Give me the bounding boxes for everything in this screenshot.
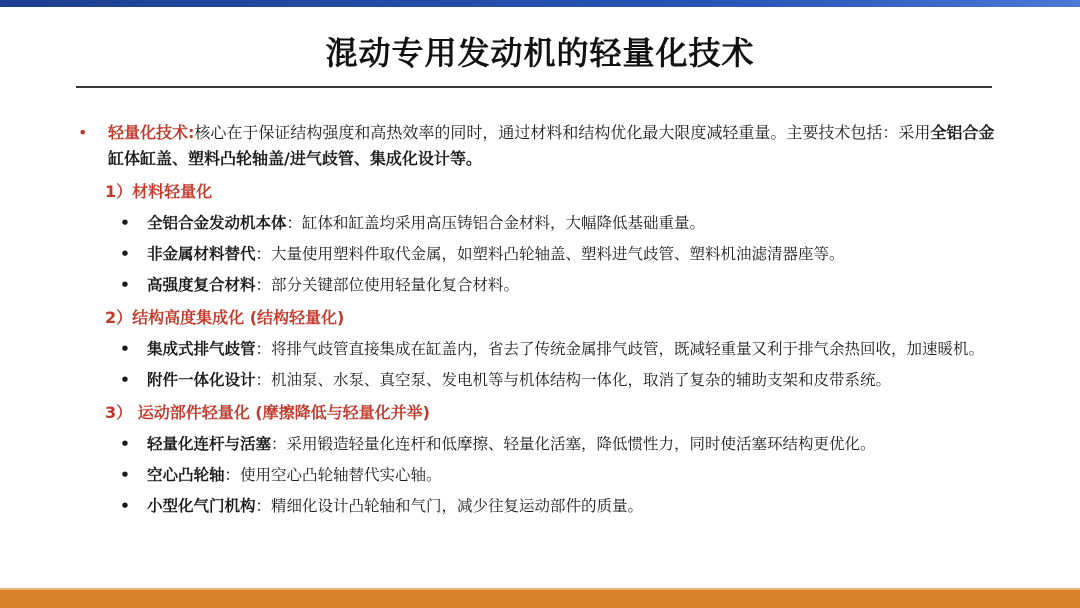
item-text: ：机油泵、水泵、真空泵、发电机等与机体结构一体化，取消了复杂的辅助支架和皮带系统。 [255,371,892,389]
title-divider [76,86,992,88]
bullet-icon: • [120,371,130,389]
bullet-icon: • [78,123,88,142]
item-text: ：缸体和缸盖均采用高压铸铝合金材料，大幅降低基础重量。 [286,214,706,232]
list-item [120,367,1008,393]
section-heading: 2）结构高度集成化 (结构轻量化) [105,308,345,327]
bullet-icon: • [120,276,130,294]
intro-emphasis: 全铝合金缸体缸盖、塑料凸轮轴盖/进气歧管、集成化设计等。 [108,123,995,168]
slide-title: 混动专用发动机的轻量化技术 [325,34,755,72]
section-list [78,431,1008,519]
section-2 [78,306,1008,393]
list-item [120,272,1008,298]
section-list [78,336,1008,393]
section-heading: 3） 运动部件轻量化 (摩擦降低与轻量化并举) [105,403,430,422]
item-label: 空心凸轮轴 [147,466,225,484]
list-item [120,210,1008,236]
section-3 [78,401,1008,519]
bullet-icon: • [120,214,130,232]
section-heading: 1）材料轻量化 [105,182,213,201]
list-item [120,241,1008,267]
intro-text [108,120,1008,172]
item-label: 小型化气门机构 [147,497,256,515]
intro-label: 轻量化技术: [108,123,195,142]
bottom-accent-bar [0,590,1080,608]
list-item [120,336,1008,362]
intro-body: 核心在于保证结构强度和高热效率的同时，通过材料和结构优化最大限度减轻重量。主要技术包括：采用 [194,123,931,142]
bullet-icon: • [120,340,130,358]
item-text: ：精细化设计凸轮轴和气门，减少往复运动部件的质量。 [255,497,644,515]
section-1 [78,180,1008,298]
bullet-icon: • [120,245,130,263]
top-accent-bar [0,0,1080,7]
item-label: 全铝合金发动机本体 [147,214,287,232]
list-item [120,462,1008,488]
item-label: 轻量化连杆与活塞 [147,435,272,453]
list-item [120,431,1008,457]
section-list [78,210,1008,298]
bullet-icon: • [120,497,130,515]
item-label: 附件一体化设计 [147,371,256,389]
slide-content [78,120,1008,524]
bullet-icon: • [120,466,130,484]
item-text: ：将排气歧管直接集成在缸盖内，省去了传统金属排气歧管，既减轻重量又利于排气余热回收，加速暖机。 [255,340,985,358]
item-text: ：采用锻造轻量化连杆和低摩擦、轻量化活塞，降低惯性力，同时使活塞环结构更优化。 [271,435,876,453]
item-label: 非金属材料替代 [147,245,256,263]
intro-paragraph [78,120,1008,172]
item-text: ：部分关键部位使用轻量化复合材料。 [255,276,520,294]
item-label: 集成式排气歧管 [147,340,256,358]
bullet-icon: • [120,435,130,453]
item-label: 高强度复合材料 [147,276,256,294]
item-text: ：大量使用塑料件取代金属，如塑料凸轮轴盖、塑料进气歧管、塑料机油滤清器座等。 [255,245,845,263]
list-item [120,493,1008,519]
item-text: ：使用空心凸轮轴替代实心轴。 [224,466,442,484]
